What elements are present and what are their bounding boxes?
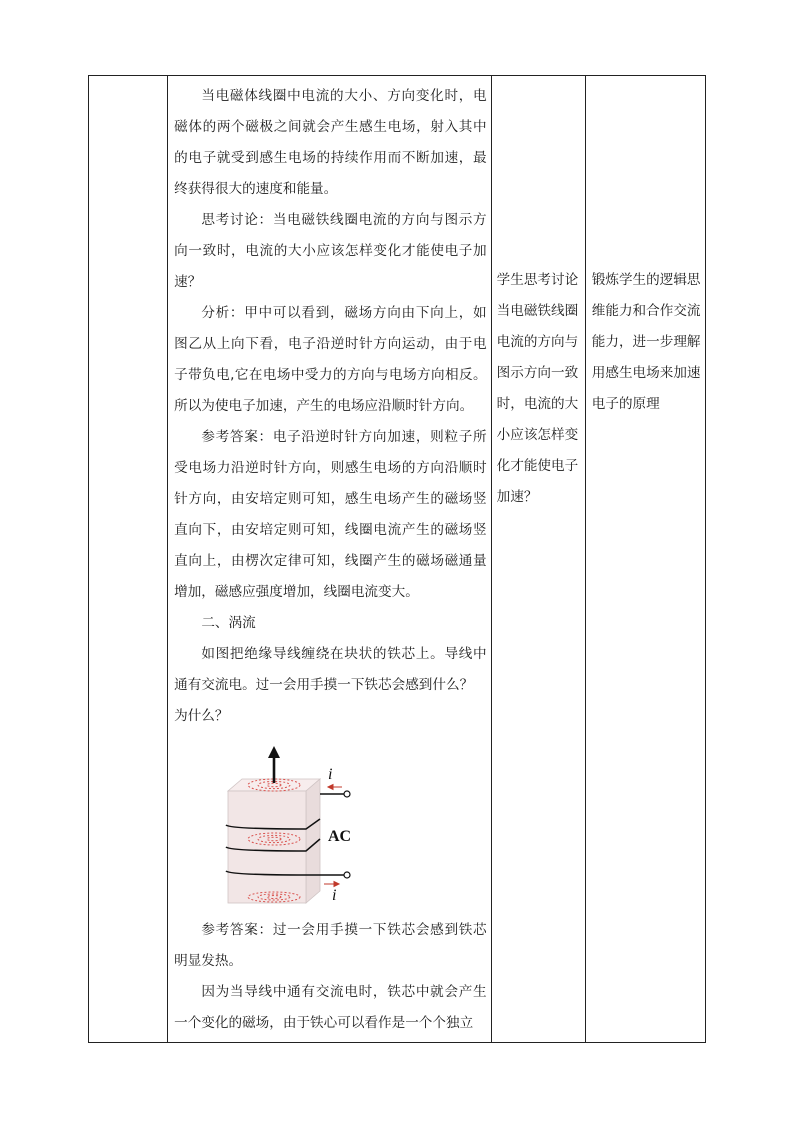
label-i-top: i bbox=[328, 766, 333, 783]
paragraph-discussion: 思考讨论：当电磁铁线圈电流的方向与图示方向一致时，电流的大小应该怎样变化才能使电子加速？ bbox=[174, 212, 487, 290]
iron-core-diagram bbox=[208, 743, 408, 911]
section-heading-eddy-current: 二、涡流 bbox=[201, 615, 256, 631]
paragraph-explanation: 因为当导线中通有交流电时，铁芯中就会产生一个变化的磁场，由于铁心可以看作是一个个独立 bbox=[174, 984, 487, 1031]
cell-stage bbox=[89, 76, 168, 1043]
paragraph-eddy-question: 如图把绝缘导线缠绕在块状的铁芯上。导线中通有交流电。过一会用手摸一下铁芯会感到什么？ bbox=[174, 646, 487, 693]
terminal-bottom bbox=[344, 872, 350, 878]
terminal-top bbox=[344, 791, 350, 797]
eddy-current-figure bbox=[208, 743, 408, 911]
up-arrow-icon bbox=[268, 746, 280, 758]
paragraph-answer: 参考答案：电子沿逆时针方向加速，则粒子所受电场力沿逆时针方向，则感生电场的方向沿顺时针方向，由安培定则可知，感生电场产生的磁场竖直向下，由安培定则可知，线圈电流产生的磁场竖直向上，由楞次定律可知，线圈产生的磁场磁通量增加，磁感应强度增加，线圈电流变大。 bbox=[174, 429, 487, 600]
label-ac: AC bbox=[328, 828, 352, 845]
student-activity-text: 学生思考讨论当电磁铁线圈电流的方向与图示方向一致时，电流的大小应该怎样变化才能使电子加速？ bbox=[496, 272, 579, 505]
design-intent-text: 锻炼学生的逻辑思维能力和合作交流能力，进一步理解用感生电场来加速电子的原理 bbox=[591, 272, 701, 412]
paragraph-intro: 当电磁体线圈中电流的大小、方向变化时，电磁体的两个磁极之间就会产生感生电场，射入其中的电子就受到感生电场的持续作用而不断加速，最终获得很大的速度和能量。 bbox=[174, 88, 487, 197]
block-front-face bbox=[228, 791, 306, 903]
label-i-bottom: i bbox=[332, 887, 337, 904]
paragraph-analysis: 分析：甲中可以看到，磁场方向由下向上，如图乙从上向下看，电子沿逆时针方向运动，由于电子带负电,它在电场中受力的方向与电场方向相反。所以为使电子加速，产生的电场应沿顺时针方向。 bbox=[174, 305, 487, 414]
teacher-content bbox=[168, 76, 491, 1039]
cell-design-intent bbox=[585, 76, 705, 1043]
lesson-table bbox=[88, 75, 706, 1043]
paragraph-answer-eddy: 参考答案：过一会用手摸一下铁芯会感到铁芯明显发热。 bbox=[174, 922, 487, 969]
paragraph-why: 为什么？ bbox=[174, 708, 229, 724]
cell-teacher-activity bbox=[168, 76, 492, 1043]
table-row bbox=[89, 76, 706, 1043]
cell-student-activity bbox=[491, 76, 585, 1043]
